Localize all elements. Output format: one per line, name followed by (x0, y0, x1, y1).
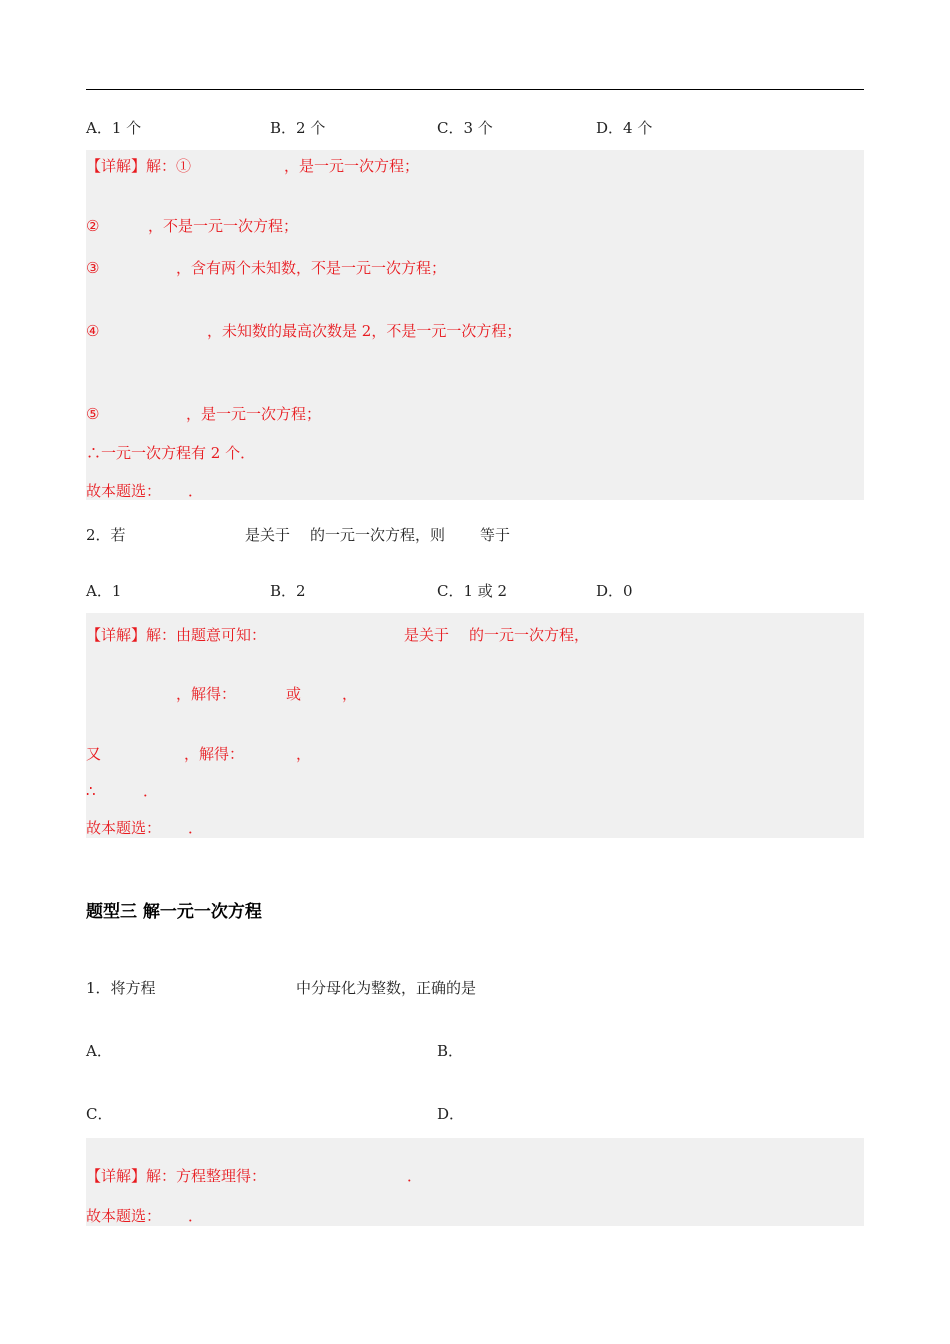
answer2-line1-mid: 是关于 (404, 626, 450, 644)
answer3-line1-dot: ． (407, 1167, 423, 1185)
answer1-select-dot: ． (188, 482, 204, 500)
option-b: B．2 个 (270, 119, 326, 137)
q2-prefix: 2．若 (86, 526, 126, 544)
answer3-select-label: 故本题选： (86, 1207, 162, 1225)
q3-option-a: A． (86, 1042, 112, 1060)
answer1-line2-suffix: ，不是一元一次方程； (148, 217, 299, 235)
answer1-line1-prefix: 【详解】解：① (86, 157, 192, 175)
answer2-line2-c: ， (342, 685, 358, 703)
answer1-conclusion: ∴一元一次方程有 2 个． (86, 444, 256, 462)
q2-text-1: 是关于 (245, 526, 291, 544)
answer1-line4-suffix: ，未知数的最高次数是 2，不是一元一次方程； (207, 322, 522, 340)
answer1-line3-number: ③ (86, 259, 100, 277)
answer2-line4-therefore: ∴ (86, 782, 96, 800)
q3-prefix: 1．将方程 (86, 979, 156, 997)
answer2-line3-b: ，解得： (184, 745, 245, 763)
answer1-line5-suffix: ，是一元一次方程； (186, 405, 322, 423)
answer2-line1-prefix: 【详解】解：由题意可知： (86, 626, 267, 644)
answer-box-2 (86, 613, 864, 838)
answer1-line2-number: ② (86, 217, 100, 235)
q2-text-3: 等于 (480, 526, 511, 544)
q3-option-c: C． (86, 1105, 113, 1123)
option-d: D．4 个 (596, 119, 653, 137)
option-c: C．3 个 (437, 119, 493, 137)
answer2-line3-c: ， (296, 745, 312, 763)
answer2-line2-a: ，解得： (176, 685, 237, 703)
header-rule (86, 89, 864, 90)
answer2-select-label: 故本题选： (86, 819, 162, 837)
answer2-line4-dot: ． (143, 782, 159, 800)
answer1-line5-number: ⑤ (86, 405, 100, 423)
answer2-line1-suffix: 的一元一次方程， (469, 626, 590, 644)
answer2-line3-a: 又 (86, 745, 102, 763)
q2-option-d: D．0 (596, 582, 633, 600)
answer2-select-dot: ． (188, 819, 204, 837)
option-a: A．1 个 (86, 119, 142, 137)
q3-suffix: 中分母化为整数，正确的是 (296, 979, 477, 997)
answer3-select-dot: ． (188, 1207, 204, 1225)
q2-option-b: B．2 (270, 582, 306, 600)
q3-option-b: B． (437, 1042, 464, 1060)
section-title: 题型三 解一元一次方程 (86, 902, 262, 922)
answer1-line4-number: ④ (86, 322, 100, 340)
q2-option-a: A．1 (86, 582, 122, 600)
answer1-line3-suffix: ，含有两个未知数，不是一元一次方程； (176, 259, 447, 277)
q2-text-2: 的一元一次方程，则 (310, 526, 446, 544)
answer1-line1-suffix: ，是一元一次方程； (284, 157, 420, 175)
q3-option-d: D． (437, 1105, 465, 1123)
answer1-select-label: 故本题选： (86, 482, 162, 500)
answer2-line2-b: 或 (286, 685, 302, 703)
answer3-line1-prefix: 【详解】解：方程整理得： (86, 1167, 267, 1185)
q2-option-c: C．1 或 2 (437, 582, 508, 600)
